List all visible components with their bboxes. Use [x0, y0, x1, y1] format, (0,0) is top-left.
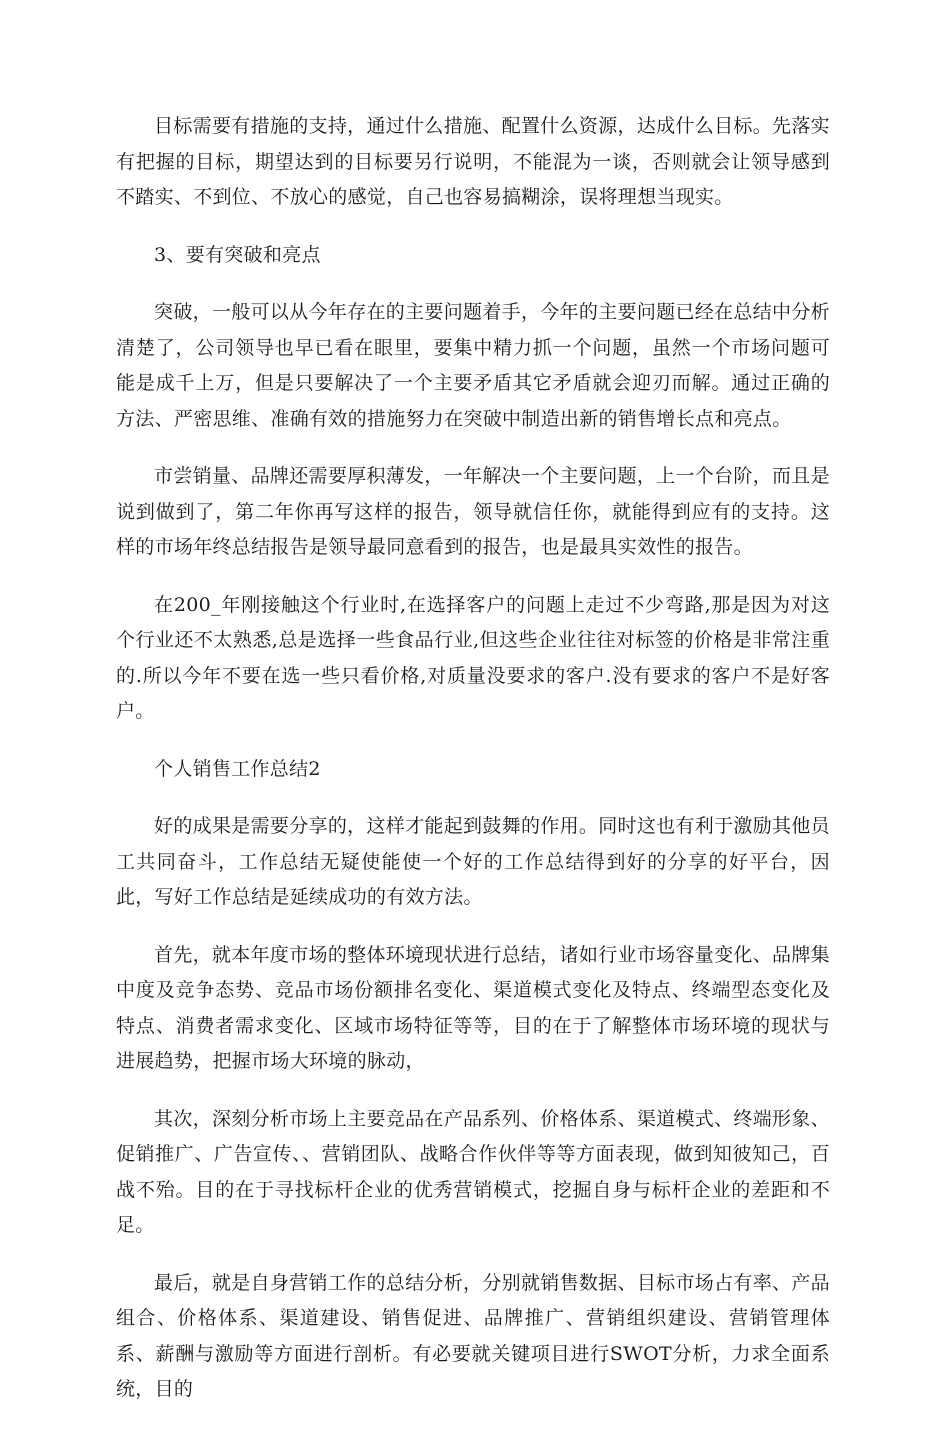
paragraph-second-competitor-analysis: 其次，深刻分析市场上主要竞品在产品系列、价格体系、渠道模式、终端形象、促销推广、广告宣传、、营销团队、战略合作伙伴等等方面表现，做到知彼知己，百战不殆。目的在于寻找标杆企业的优秀营销模式，挖掘自身与标杆企业的差距和不足。 [116, 1107, 830, 1236]
paragraph-first-market-environment: 首先，就本年度市场的整体环境现状进行总结，诸如行业市场容量变化、品牌集中度及竞争态势、竞品市场份额排名变化、渠道模式变化及特点、终端型态变化及特点、消费者需求变化、区域市场特征等等，目的在于了解整体市场环境的现状与进展趋势，把握市场大环境的脉动， [116, 943, 830, 1072]
paragraph-industry-experience: 在200_年刚接触这个行业时,在选择客户的问题上走过不少弯路,那是因为对这个行业还不太熟悉,总是选择一些食品行业,但这些企业往往对标签的价格是非常注重的.所以今年不要在选一些只看价格,对质量没要求的客户.没有要求的客户不是好客户。 [116, 593, 830, 722]
paragraph-goal-measures: 目标需要有措施的支持，通过什么措施、配置什么资源，达成什么目标。先落实有把握的目标，期望达到的目标要另行说明，不能混为一谈，否则就会让领导感到不踏实、不到位、不放心的感觉，自己也容易搞糊涂，误将理想当现实。 [116, 115, 830, 208]
document-body [116, 109, 830, 1430]
paragraph-sharing-results: 好的成果是需要分享的，这样才能起到鼓舞的作用。同时这也有利于激励其他员工共同奋斗，工作总结无疑使能使一个好的工作总结得到好的分享的好平台，因此，写好工作总结是延续成功的有效方法。 [116, 815, 830, 908]
section-heading-breakthrough: 3、要有突破和亮点 [154, 243, 321, 266]
section-heading-summary-2: 个人销售工作总结2 [154, 757, 321, 780]
paragraph-breakthrough: 突破，一般可以从今年存在的主要问题着手，今年的主要问题已经在总结中分析清楚了，公司领导也早已看在眼里，要集中精力抓一个问题，虽然一个市场问题可能是成千上万，但是只要解决了一个主要矛盾其它矛盾就会迎刃而解。通过正确的方法、严密思维、准确有效的措施努力在突破中制造出新的销售增长点和亮点。 [116, 301, 830, 430]
paragraph-market-sales: 市尝销量、品牌还需要厚积薄发，一年解决一个主要问题，上一个台阶，而且是说到做到了，第二年你再写这样的报告，领导就信任你，就能得到应有的支持。这样的市场年终总结报告是领导最同意看到的报告，也是最具实效性的报告。 [116, 465, 830, 558]
paragraph-finally-self-analysis: 最后，就是自身营销工作的总结分析，分别就销售数据、目标市场占有率、产品组合、价格体系、渠道建设、销售促进、品牌推广、营销组织建设、营销管理体系、薪酬与激励等方面进行剖析。有必要就关键项目进行SWOT分析，力求全面系统，目的 [116, 1271, 830, 1400]
